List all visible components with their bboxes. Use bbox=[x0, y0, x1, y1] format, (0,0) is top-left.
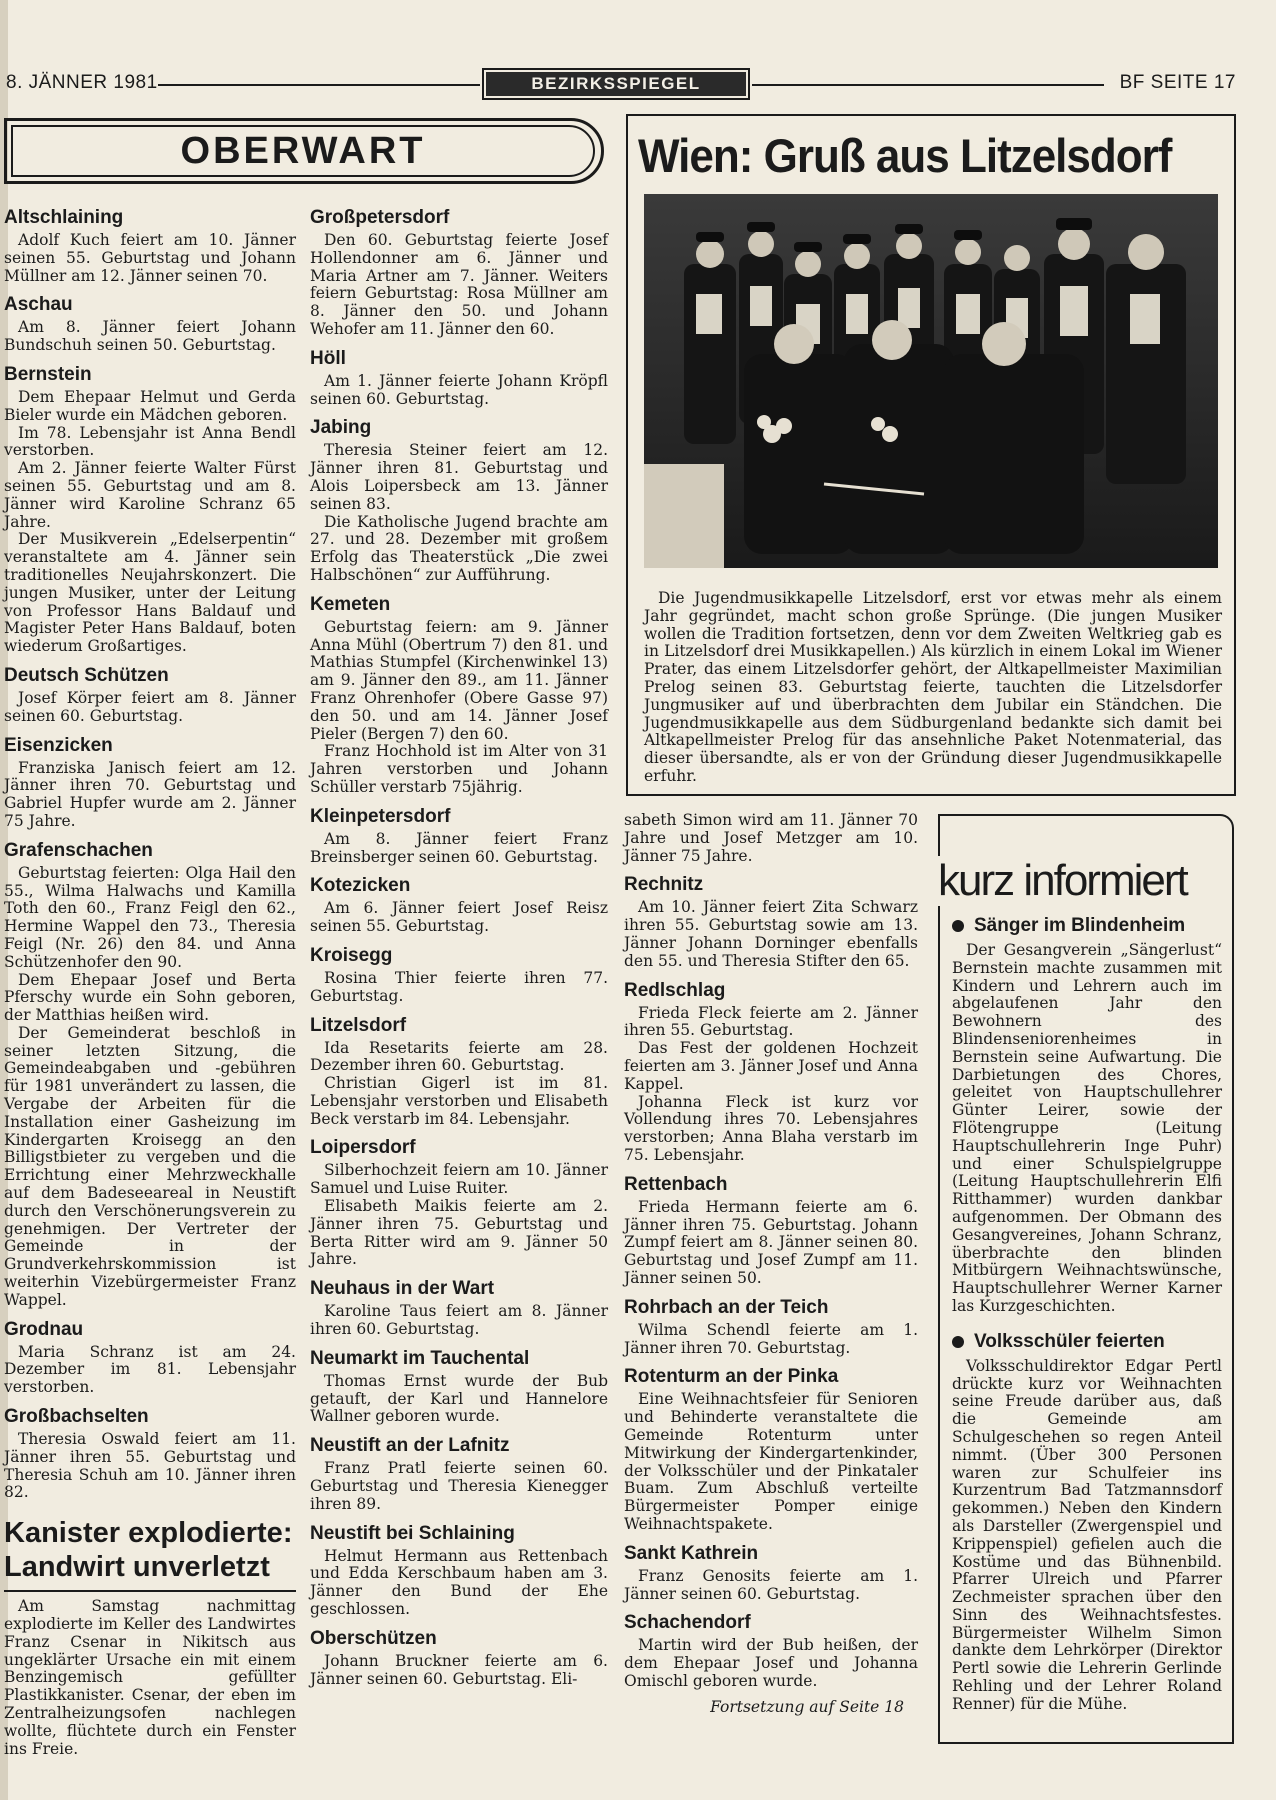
locality-section bbox=[310, 1522, 608, 1619]
locality-title: Neustift bei Schlaining bbox=[310, 1522, 515, 1544]
locality-paragraph: Der Musikverein „Edelserpentin“ veranstaltete am 4. Jänner sein traditionelles Neujahrskonzert. Die jungen Musiker, unter der Leitung von Professor Hans Baldauf und Magister Peter Hans Baldauf, boten wiederum Großartiges. bbox=[4, 530, 296, 656]
kurz-item-1-title: Sänger im Blindenheim bbox=[974, 915, 1186, 936]
locality-title: Oberschützen bbox=[310, 1627, 437, 1649]
locality-section bbox=[310, 944, 608, 1006]
locality-paragraph: Am 6. Jänner feiert Josef Reisz seinen 55. Geburtstag. bbox=[310, 899, 608, 936]
locality-paragraph: Adolf Kuch feiert am 10. Jänner seinen 55. Geburtstag und Johann Müllner am 12. Jänner seinen 70. bbox=[4, 231, 296, 285]
locality-section bbox=[4, 734, 296, 831]
locality-section bbox=[624, 979, 918, 1165]
locality-paragraph: Elisabeth Maikis feierte am 2. Jänner ihren 75. Geburtstag und Berta Ritter wird am 9. Jänner 50 Jahre. bbox=[310, 1197, 608, 1269]
locality-title: Grodnau bbox=[4, 1318, 84, 1340]
band-photo bbox=[644, 194, 1218, 568]
locality-paragraph: Josef Körper feiert am 8. Jänner seinen 60. Geburtstag. bbox=[4, 688, 296, 725]
continued-note: Fortsetzung auf Seite 18 bbox=[710, 1697, 904, 1716]
page-number: BF SEITE 17 bbox=[1119, 72, 1236, 93]
locality-paragraph: Karoline Taus feiert am 8. Jänner ihren 60. Geburtstag. bbox=[310, 1302, 608, 1339]
locality-paragraph: Franz Hochhold ist im Alter von 31 Jahren verstorben und Johann Schüller verstarb 75jährig. bbox=[310, 742, 608, 796]
story-headline: Kanister explodierte: Landwirt unverletzt bbox=[4, 1517, 293, 1584]
kurz-item-2-text: Volksschuldirektor Edgar Pertl drückte kurz vor Weihnachten seine Freude darüber aus, daß die Gemeinde am Schulgeschehen so regen Anteil nimmt. (Über 300 Personen waren zur Schulfeier ins Kurzentrum Bad Tatzmannsdorf gekommen.) Neben den Kindern als Darsteller (Zwergenspiel und Krippenspiel) gefielen auch die Kostüme und das Bühnenbild. Pfarrer Ulreich und Pfarrer Zechmeister sprachen über den Sinn des Weihnachtsfestes. Bürgermeister Wilhelm Simon dankte dem Lehrkörper (Direktor Pertl sowie die Lehrerin Gerlinde Rehling und der Lehrer Roland Renner) für die Mühe. bbox=[952, 1356, 1222, 1713]
locality-section bbox=[310, 1136, 608, 1269]
locality-section bbox=[310, 805, 608, 867]
locality-section bbox=[4, 293, 296, 355]
locality-paragraph: Der Gemeinderat beschloß in seiner letzten Sitzung, die Gemeindeabgaben und -gebühren für 1981 unverändert zu lassen, die Vergabe der Arbeiten für die Installation einer Gasheizung im Kindergarten Kroisegg an den Billigstbieter zu vergeben und die Errichtung einer Mehrzweckhalle auf dem Badeseeareal in Neustift durch den Verschönerungsverein zu genehmigen. Der Vertreter der Gemeinde in der Grundverkehrskommission ist weiterhin Vizebürgermeister Franz Wappel. bbox=[4, 1023, 296, 1309]
locality-title: Großpetersdorf bbox=[310, 207, 450, 228]
column-1 bbox=[4, 206, 296, 1758]
kurz-informiert-box bbox=[938, 814, 1234, 1744]
column-3 bbox=[624, 812, 918, 1716]
locality-paragraph: Theresia Oswald feiert am 11. Jänner ihren 55. Geburtstag und Theresia Schuh am 10. Jänner ihren 82. bbox=[4, 1430, 296, 1502]
wien-feature-box bbox=[626, 114, 1236, 796]
locality-section bbox=[4, 1318, 296, 1397]
locality-paragraph: Ida Resetarits feierte am 28. Dezember ihren 60. Geburtstag. bbox=[310, 1038, 608, 1075]
page-header bbox=[6, 68, 1236, 104]
locality-paragraph: Johanna Fleck ist kurz vor Vollendung ihres 70. Lebensjahres verstorben; Anna Blaha verstarb im 75. Lebensjahr. bbox=[624, 1092, 918, 1164]
locality-section bbox=[310, 1277, 608, 1339]
locality-section bbox=[4, 664, 296, 726]
locality-section bbox=[310, 593, 608, 797]
locality-title: Redlschlag bbox=[624, 979, 726, 1001]
locality-paragraph: Das Fest der goldenen Hochzeit feierten am 3. Jänner Josef und Anna Kappel. bbox=[624, 1039, 918, 1093]
locality-paragraph: Eine Weihnachtsfeier für Senioren und Behinderte veranstaltete die Gemeinde Rotenturm unter Mitwirkung der Kindergartenkinder, der Volksschüler und der Pinkataler Buam. Zum Abschluß verteilte Bürgermeister Pomper einige Weihnachtspakete. bbox=[624, 1390, 918, 1533]
locality-title: Kroisegg bbox=[310, 944, 393, 966]
locality-title: Grafenschachen bbox=[4, 839, 153, 861]
locality-title: Kemeten bbox=[310, 593, 391, 615]
locality-title: Schachendorf bbox=[624, 1612, 751, 1634]
locality-title: Bernstein bbox=[4, 363, 92, 385]
locality-paragraph: Frieda Hermann feierte am 6. Jänner ihren 75. Geburtstag. Johann Zumpf feiert am 8. Jänner seinen 80. Geburtstag und Josef Zumpf am 11. Jänner seinen 50. bbox=[624, 1197, 918, 1287]
section-label: BEZIRKSSPIEGEL bbox=[486, 72, 746, 96]
locality-paragraph: Franziska Janisch feiert am 12. Jänner ihren 70. Geburtstag und Gabriel Hupfer wurde am 2. Jänner 75 Jahre. bbox=[4, 758, 296, 830]
locality-title: Kleinpetersdorf bbox=[310, 805, 451, 827]
band-photo-image bbox=[644, 194, 1218, 568]
locality-paragraph: Am 1. Jänner feierte Johann Kröpfl seinen 60. Geburtstag. bbox=[310, 371, 608, 408]
column-1-sections bbox=[4, 206, 296, 1502]
locality-paragraph: Franz Pratl feierte seinen 60. Geburtstag und Theresia Kienegger ihren 89. bbox=[310, 1459, 608, 1513]
header-rule-right bbox=[752, 84, 1104, 86]
locality-section bbox=[624, 873, 918, 970]
locality-paragraph: Am 8. Jänner feiert Franz Breinsberger seinen 60. Geburtstag. bbox=[310, 829, 608, 866]
header-rule-left bbox=[158, 84, 480, 86]
photo-caption: Die Jugendmusikkapelle Litzelsdorf, erst vor etwas mehr als einem Jahr gegründet, macht schon große Sprünge. (Die jungen Musiker wollen die Tradition fortsetzen, denn vor dem Zweiten Weltkrieg gab es in Litzelsdorf drei Musikkapellen.) Als kürzlich in einem Lokal im Wiener Prater, das einem Litzelsdorfer gehört, der Altkapellmeister Maximilian Prelog seinen 83. Geburtstag feierte, tauchten die Litzelsdorfer Jungmusiker auf und überbrachten dem Jubilar ein Ständchen. Die Jugendmusikkapelle aus dem Südburgenland bedankte sich damit bei Altkapellmeister Prelog für das ansehnliche Paket Notenmaterial, das dieser übersandte, als er von der Gründung dieser Jugendmusikkapelle erfuhr. bbox=[644, 589, 1222, 785]
bullet-icon bbox=[952, 1336, 964, 1348]
locality-title: Aschau bbox=[4, 294, 73, 316]
locality-section bbox=[4, 839, 296, 1310]
locality-paragraph: Theresia Steiner feiert am 12. Jänner ihren 81. Geburtstag und Alois Loipersbeck am 13. Jänner seinen 83. bbox=[310, 441, 608, 513]
kurz-item-head bbox=[952, 914, 1222, 938]
kurz-body bbox=[952, 912, 1222, 1714]
locality-section bbox=[624, 1296, 918, 1358]
district-banner bbox=[4, 118, 604, 184]
locality-section bbox=[4, 1405, 296, 1502]
locality-title: Neustift an der Lafnitz bbox=[310, 1435, 510, 1457]
locality-section bbox=[624, 1173, 918, 1288]
continued-lead: sabeth Simon wird am 11. Jänner 70 Jahre und Josef Metzger am 10. Jänner 75 Jahre. bbox=[624, 811, 918, 865]
locality-title: Rotenturm an der Pinka bbox=[624, 1366, 839, 1388]
locality-section bbox=[4, 206, 296, 285]
locality-paragraph: Franz Genosits feierte am 1. Jänner seinen 60. Geburtstag. bbox=[624, 1566, 918, 1603]
locality-paragraph: Am 10. Jänner feiert Zita Schwarz ihren 55. Geburtstag sowie am 13. Jänner Johann Dorninger ebenfalls den 55. und Theresia Stifter den 65. bbox=[624, 898, 918, 970]
locality-paragraph: Maria Schranz ist am 24. Dezember im 81. Lebensjahr verstorben. bbox=[4, 1342, 296, 1397]
locality-title: Litzelsdorf bbox=[310, 1014, 407, 1036]
locality-title: Eisenzicken bbox=[4, 734, 113, 756]
locality-paragraph: Helmut Hermann aus Rettenbach und Edda Kerschbaum haben am 3. Jänner den Bund der Ehe geschlossen. bbox=[310, 1546, 608, 1619]
locality-title: Rohrbach an der Teich bbox=[624, 1296, 829, 1318]
locality-section bbox=[310, 1014, 608, 1129]
district-banner-inner bbox=[11, 125, 595, 177]
locality-title: Großbachselten bbox=[4, 1406, 149, 1428]
wien-headline: Wien: Gruß aus Litzelsdorf bbox=[638, 130, 1172, 183]
locality-section bbox=[624, 1542, 918, 1604]
locality-paragraph: Wilma Schendl feierte am 1. Jänner ihren 70. Geburtstag. bbox=[624, 1320, 918, 1357]
locality-title: Deutsch Schützen bbox=[4, 664, 169, 686]
locality-paragraph: Christian Gigerl ist im 81. Lebensjahr verstorben und Elisabeth Beck verstarb im 84. Lebensjahr. bbox=[310, 1074, 608, 1128]
story-rule bbox=[4, 1590, 296, 1592]
issue-date: 8. JÄNNER 1981 bbox=[6, 72, 158, 93]
locality-title: Neumarkt im Tauchental bbox=[310, 1347, 530, 1369]
locality-title: Loipersdorf bbox=[310, 1137, 416, 1159]
column-2 bbox=[310, 206, 608, 1696]
locality-section bbox=[624, 1365, 918, 1533]
locality-paragraph: Am 8. Jänner feiert Johann Bundschuh seinen 50. Geburtstag. bbox=[4, 318, 296, 355]
locality-section bbox=[310, 1347, 608, 1426]
locality-paragraph: Am 2. Jänner feierte Walter Fürst seinen 55. Geburtstag und am 8. Jänner wird Karoline Schranz 65 Jahre. bbox=[4, 459, 296, 531]
locality-paragraph: Johann Bruckner feierte am 6. Jänner seinen 60. Geburtstag. Eli- bbox=[310, 1651, 608, 1688]
locality-paragraph: Martin wird der Bub heißen, der dem Ehepaar Josef und Johanna Omischl geboren wurde. bbox=[624, 1636, 918, 1690]
kurz-item-head bbox=[952, 1330, 1222, 1354]
locality-paragraph: Thomas Ernst wurde der Bub getauft, der Karl und Hannelore Wallner geboren wurde. bbox=[310, 1371, 608, 1426]
locality-section bbox=[624, 1611, 918, 1690]
locality-paragraph: Im 78. Lebensjahr ist Anna Bendl verstorben. bbox=[4, 423, 296, 460]
section-badge bbox=[482, 68, 750, 100]
locality-title: Höll bbox=[310, 347, 346, 369]
locality-title: Rettenbach bbox=[624, 1173, 728, 1195]
locality-paragraph: Frieda Fleck feierte am 2. Jänner ihren 55. Geburtstag. bbox=[624, 1003, 918, 1040]
kurz-title: kurz informiert bbox=[938, 856, 1187, 905]
locality-title: Rechnitz bbox=[624, 874, 704, 896]
locality-section bbox=[310, 874, 608, 936]
locality-section bbox=[310, 206, 608, 339]
locality-title: Altschlaining bbox=[4, 207, 124, 228]
kurz-item-2-title: Volksschüler feierten bbox=[974, 1330, 1165, 1352]
district-title: OBERWART bbox=[180, 129, 426, 172]
locality-section bbox=[310, 1434, 608, 1513]
locality-paragraph: Dem Ehepaar Helmut und Gerda Bieler wurde ein Mädchen geboren. bbox=[4, 387, 296, 424]
locality-paragraph: Den 60. Geburtstag feierte Josef Hollendonner am 6. Jänner und Maria Artner am 7. Jänner. Weiters feiern Geburtstag: Rosa Müllner am 8. Jänner den 50. und Johann Wehofer am 11. Jänner den 60. bbox=[310, 231, 608, 338]
kurz-item-1-text: Der Gesangverein „Sängerlust“ Bernstein machte zusammen mit Kindern und Lehrern auch im abgelaufenen Jahr den Bewohnern des Blindenseniorenheimes in Bernstein seine Aufwartung. Die Darbietungen des Chores, geleitet von Hauptschullehrer Günter Leirer, sowie der Flötengruppe (Leitung Hauptschullehrerin Inge Puhr) und einer Schulspielgruppe (Leitung Hauptschullehrerin Elfi Ritthammer) wurden dankbar aufgenommen. Der Obmann des Gesangvereines, Johann Schranz, überbrachte den blinden Mitbürgern Weihnachtswünsche, Hauptschullehrer Werner Karner las Kurzgeschichten. bbox=[952, 941, 1222, 1315]
locality-section bbox=[4, 363, 296, 656]
locality-section bbox=[310, 347, 608, 409]
locality-title: Kotezicken bbox=[310, 875, 411, 897]
locality-title: Neuhaus in der Wart bbox=[310, 1278, 495, 1300]
column-2-sections bbox=[310, 206, 608, 1688]
locality-paragraph: Silberhochzeit feiern am 10. Jänner Samuel und Luise Ruiter. bbox=[310, 1161, 608, 1198]
locality-paragraph: Geburtstag feierten: Olga Hail den 55., Wilma Halwachs und Kamilla Toth den 60., Franz Feigl den 62., Hermine Wappel den 73., Theresia Feigl (Nr. 26) den 84. und Anna Schützenhofer den 90. bbox=[4, 863, 296, 971]
locality-paragraph: Die Katholische Jugend brachte am 27. und 28. Dezember mit großem Erfolg das Theaterstück „Die zwei Halbschönen“ zur Aufführung. bbox=[310, 512, 608, 584]
locality-title: Sankt Kathrein bbox=[624, 1542, 759, 1564]
story-text: Am Samstag nachmittag explodierte im Keller des Landwirtes Franz Csenar in Nikitsch aus ungeklärter Ursache ein mit einem Benzingemisch gefüllter Plastikkanister. Csenar, der eben im Zentralheizungsofen nachlegen wollte, flüchtete durch ein Fenster ins Freie. bbox=[4, 1597, 296, 1758]
locality-section bbox=[310, 416, 608, 584]
locality-title: Jabing bbox=[310, 417, 372, 439]
column-3-sections bbox=[624, 873, 918, 1690]
bullet-icon bbox=[952, 920, 964, 932]
locality-paragraph: Geburtstag feiern: am 9. Jänner Anna Mühl (Obertrum 7) den 81. und Mathias Stumpfel (Kirchenwinkel 13) am 9. Jänner den 89., am 11. Jänner Franz Ohrenhofer (Obere Gasse 97) den 50. und am 14. Jänner Josef Pieler (Bergen 7) den 60. bbox=[310, 617, 608, 743]
locality-paragraph: Rosina Thier feierte ihren 77. Geburtstag. bbox=[310, 968, 608, 1005]
locality-paragraph: Dem Ehepaar Josef und Berta Pferschy wurde ein Sohn geboren, der Matthias heißen wird. bbox=[4, 970, 296, 1025]
locality-section bbox=[310, 1627, 608, 1689]
